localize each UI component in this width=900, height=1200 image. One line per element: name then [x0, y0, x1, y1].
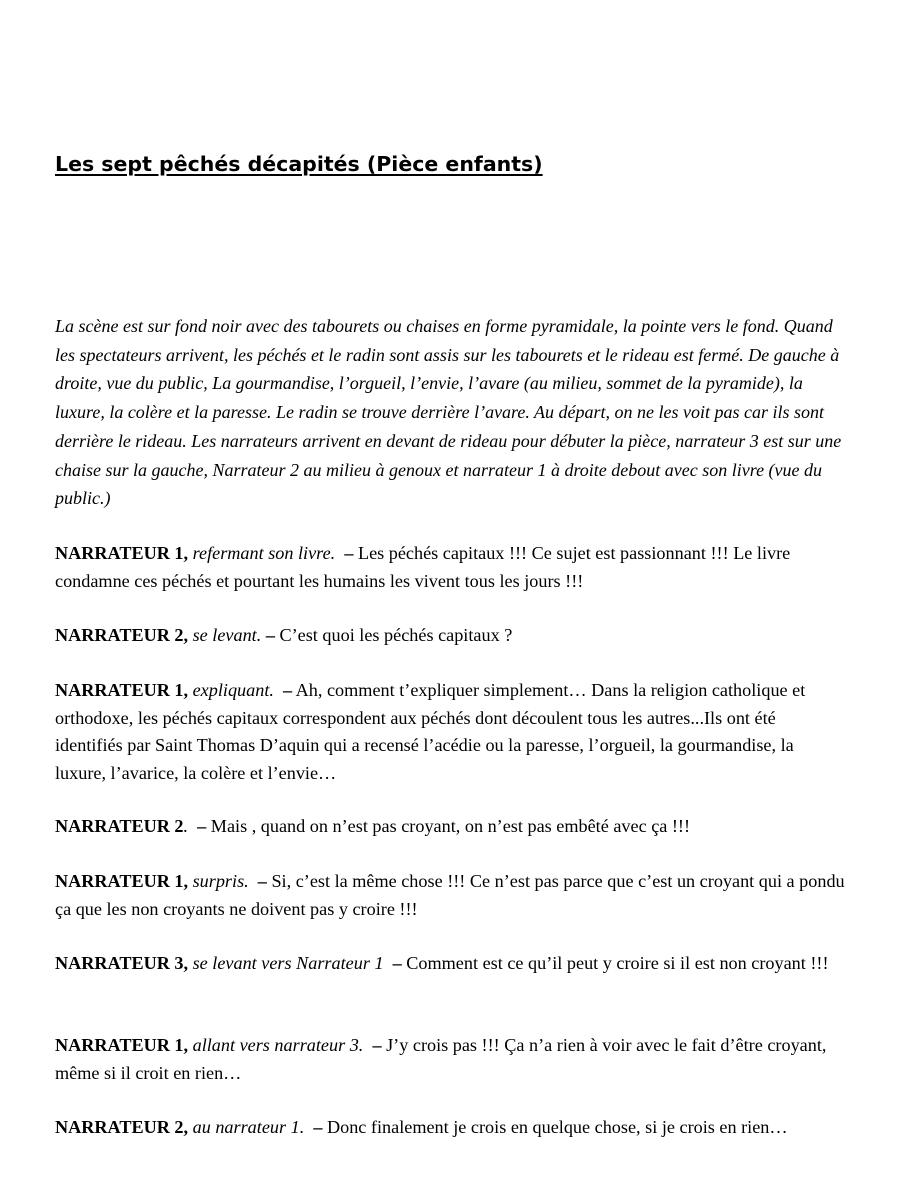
dialogue-text: Si, c’est la même chose !!! Ce n’est pas parce que c’est un croyant qui a pondu ça que les non croyants ne doivent pas y croire !!!: [55, 871, 845, 919]
stage-direction: surpris.: [192, 871, 249, 891]
speaker-name: NARRATEUR 2: [55, 816, 184, 836]
dialogue-line: [55, 1032, 845, 1087]
speaker-name: NARRATEUR 2,: [55, 625, 189, 645]
dialogue-text: Mais , quand on n’est pas croyant, on n’est pas embêté avec ça !!!: [210, 816, 691, 836]
document-title: Les sept pêchés décapités (Pièce enfants): [55, 152, 543, 176]
dialogue-line: [55, 677, 845, 787]
stage-directions: La scène est sur fond noir avec des tabourets ou chaises en forme pyramidale, la pointe vers le fond. Quand les spectateurs arrivent, les péchés et le radin sont assis sur les tabourets et le rideau est fermé. De gauche à droite, vue du public, La gourmandise, l’orgueil, l’envie, l’avare (au milieu, sommet de la pyramide), la luxure, la colère et la paresse. Le radin se trouve derrière l’avare. Au départ, on ne les voit pas car ils sont derrière le rideau. Les narrateurs arrivent en devant de rideau pour débuter la pièce, narrateur 3 est sur une chaise sur la gauche, Narrateur 2 au milieu à genoux et narrateur 1 à droite debout avec son livre (vue du public.): [55, 316, 842, 509]
stage-direction: se levant vers Narrateur 1: [192, 953, 384, 973]
speaker-name: NARRATEUR 1,: [55, 871, 189, 891]
dialogue-line: [55, 540, 845, 595]
dialogue-line: [55, 868, 845, 923]
dash-separator: –: [283, 680, 293, 700]
dialogue-text: Donc finalement je crois en quelque chose, si je crois en rien…: [326, 1117, 788, 1137]
dialogue-line: [55, 813, 845, 841]
dialogue-line: [55, 950, 845, 978]
dash-separator: –: [197, 816, 207, 836]
dialogue-text: Ah, comment t’expliquer simplement… Dans la religion catholique et orthodoxe, les péchés capitaux correspondent aux péchés dont découlent tous les autres...Ils ont été identifiés par Saint Thomas D’aquin qui a recensé l’acédie ou la paresse, l’orgueil, la gourmandise, la luxure, l’avarice, la colère et l’envie…: [55, 680, 806, 783]
speaker-name: NARRATEUR 2,: [55, 1117, 189, 1137]
speaker-name: NARRATEUR 1,: [55, 543, 189, 563]
dialogue-line: [55, 1114, 845, 1142]
dialogue-text: Comment est ce qu’il peut y croire si il est non croyant !!!: [406, 953, 829, 973]
stage-direction: .: [183, 816, 189, 836]
stage-direction: au narrateur 1.: [192, 1117, 305, 1137]
dash-separator: –: [392, 953, 402, 973]
dialogue-line: [55, 622, 845, 650]
dash-separator: –: [313, 1117, 323, 1137]
dash-separator: –: [257, 871, 267, 891]
speaker-name: NARRATEUR 1,: [55, 1035, 189, 1055]
dash-separator: –: [265, 625, 275, 645]
stage-direction: refermant son livre.: [192, 543, 336, 563]
speaker-name: NARRATEUR 3,: [55, 953, 189, 973]
stage-direction: se levant.: [192, 625, 262, 645]
dialogue-text: Les péchés capitaux !!! Ce sujet est passionnant !!! Le livre condamne ces péchés et pourtant les humains les vivent tous les jours !!!: [55, 543, 791, 591]
dialogue-text: J’y crois pas !!! Ça n’a rien à voir avec le fait d’être croyant, même si il croit en rien…: [55, 1035, 827, 1083]
dialogue-text: C’est quoi les péchés capitaux ?: [279, 625, 513, 645]
dash-separator: –: [372, 1035, 382, 1055]
dash-separator: –: [344, 543, 354, 563]
stage-direction: allant vers narrateur 3.: [192, 1035, 364, 1055]
speaker-name: NARRATEUR 1,: [55, 680, 189, 700]
stage-direction: expliquant.: [192, 680, 274, 700]
